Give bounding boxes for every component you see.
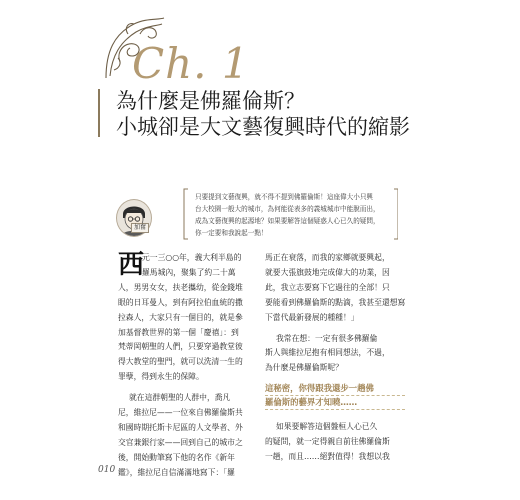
title-line-2: 小城卻是大文藝復興時代的縮影 — [116, 115, 410, 139]
body-line: 一趟，而且……絕對值得！我想以我 — [265, 452, 390, 462]
body-line: 尼，維拉尼——一位來自佛羅倫斯共 — [118, 408, 243, 418]
drop-cap: 西 — [118, 250, 145, 280]
body-line: 要能看到佛羅倫斯的點滴，我甚至還想寫 — [265, 297, 405, 307]
body-line: 得大教堂的聖門，就可以洗清一生的 — [118, 357, 243, 367]
body-line: 元一三○○年，義大利半島的 — [142, 253, 242, 262]
quote-line: 台大校園一般大的城市，為何能從表多的義城城市中能脫而出， — [195, 205, 380, 213]
body-line: 鑑》，維拉尼自信滿滿地寫下：「羅 — [118, 467, 235, 477]
quote-line: 只要提到文藝復興，就不得不提到佛羅倫斯！這座偉大小只興 — [195, 193, 374, 201]
body-line: 下當代最新發展的種種！」 — [265, 312, 359, 322]
body-column-right — [265, 251, 405, 465]
highlight-line: 這秘密，你得跟我還步一趟佛 — [265, 382, 405, 396]
quote-line: 成為文藝復興的起源地？如果要解答這個疑惑人心已久的疑問， — [195, 217, 380, 225]
chapter-heading: Ch. 1 — [132, 39, 250, 88]
quote-line: 你一定要和我說起一點！ — [195, 229, 268, 237]
body-line: 斯人與維拉尼抱有相同想法，不過， — [265, 348, 390, 358]
highlight-line: 羅倫斯的藝界才知曉…… — [265, 396, 405, 410]
body-line: 馬正在衰落，而我的家鄉就要興起， — [265, 253, 390, 262]
body-line: 為什麼是佛羅倫斯呢？ — [265, 363, 343, 373]
speaker-tag: 加奮 — [131, 223, 149, 233]
body-line: 此，我立志要寫下它過往的全部！只 — [265, 282, 390, 292]
title-line-1: 為什麼是佛羅倫斯？ — [116, 89, 305, 113]
body-line: 羅馬城內，聚集了約二十萬 — [142, 267, 236, 277]
body-line: 後，開始動筆寫下他的名作《新年 — [118, 452, 235, 462]
body-line: 的疑問，就一定得親自前往佛羅倫斯 — [265, 437, 390, 447]
page-title — [116, 88, 446, 140]
body-line: 就要大張旗鼓地完成偉大的功業，因 — [265, 267, 390, 277]
body-line: 人，男男女女，扶老攜幼，從金錢堆 — [118, 282, 243, 292]
page-number: 010 — [98, 465, 116, 475]
body-line: 罪孽，得到永生的保障。 — [118, 372, 204, 382]
body-line: 如果要解答這個盤桓人心已久 — [276, 422, 378, 432]
body-line: 加基督教世界的第一個「慶禧」：到 — [118, 327, 239, 337]
title-divider — [98, 89, 100, 137]
body-line: 就在這群朝聖的人群中，喬凡 — [129, 393, 231, 403]
body-line: 我常在想：一定有很多佛羅倫 — [276, 333, 378, 343]
quote-text — [195, 191, 395, 239]
body-column-left — [118, 251, 255, 481]
body-line: 拉森人，大家只有一個目的，就是參 — [118, 312, 243, 322]
body-line: 梵蒂岡朝聖的人們，只要穿過教堂彼 — [118, 342, 243, 352]
body-line: 眼的日耳曼人，到有阿拉伯血統的撒 — [118, 297, 243, 307]
body-line: 交官兼銀行家——回到自己的城市之 — [118, 437, 243, 447]
intro-quote — [158, 187, 398, 241]
body-line: 和國時期托斯卡尼區的人文學者、外 — [118, 422, 243, 432]
highlight-callout — [265, 382, 405, 410]
